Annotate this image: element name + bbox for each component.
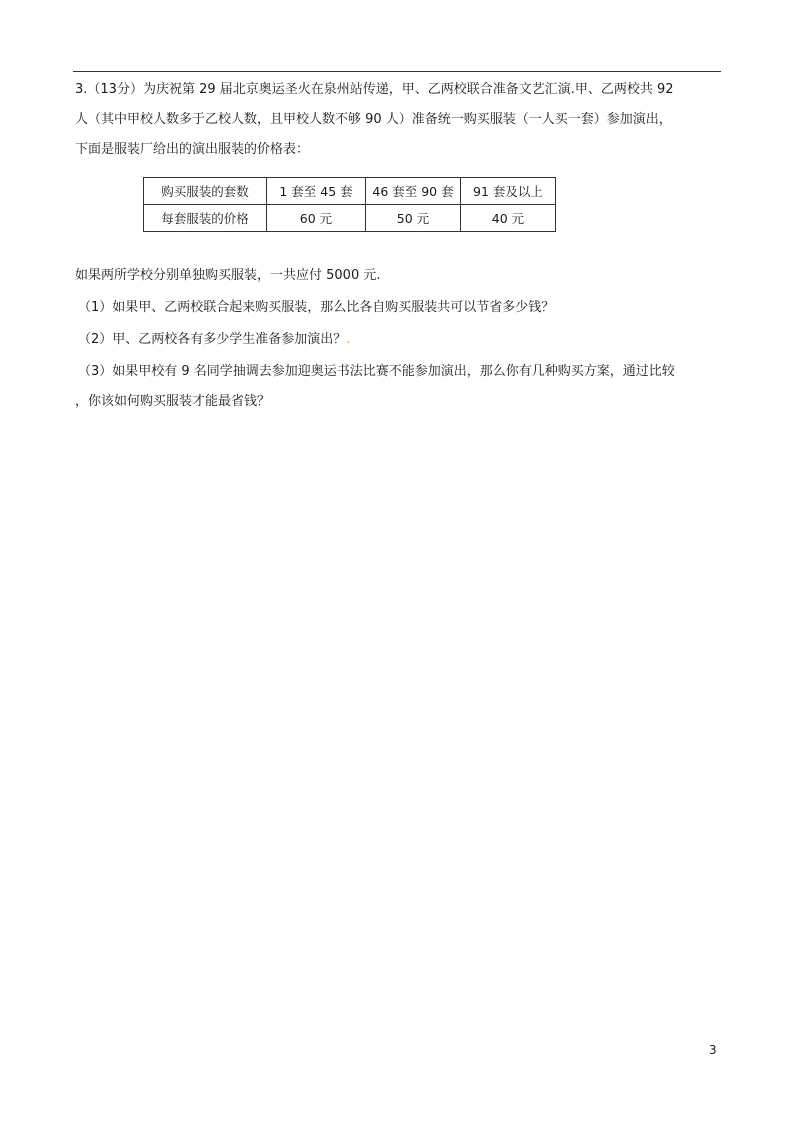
table-cell: 60 元 xyxy=(267,205,366,232)
table-cell: 1 套至 45 套 xyxy=(267,178,366,205)
table-cell: 购买服装的套数 xyxy=(144,178,267,205)
question-1: （1）如果甲、乙两校联合起来购买服装，那么比各自购买服装共可以节省多少钱？ xyxy=(78,300,555,315)
page-number: 3 xyxy=(709,1043,717,1057)
problem-condition: 如果两所学校分别单独购买服装，一共应付 5000 元. xyxy=(75,268,381,283)
price-table xyxy=(143,177,556,232)
table-cell: 40 元 xyxy=(461,205,556,232)
problem-line-1: 3.（13分）为庆祝第 29 届北京奥运圣火在泉州站传递，甲、乙两校联合准备文艺汇演.甲、乙两校共 92 xyxy=(75,82,674,97)
question-2 xyxy=(78,330,728,350)
table-row xyxy=(144,205,556,232)
problem-line-3: 下面是服装厂给出的演出服装的价格表： xyxy=(75,142,310,157)
table-cell: 每套服装的价格 xyxy=(144,205,267,232)
question-2-text: （2）甲、乙两校各有多少学生准备参加演出？ xyxy=(78,332,347,347)
question-2-mark: . xyxy=(346,332,351,347)
table-row xyxy=(144,178,556,205)
table-cell: 50 元 xyxy=(366,205,461,232)
question-3-line-2: ，你该如何购买服装才能最省钱？ xyxy=(75,394,271,409)
problem-line-2: 人（其中甲校人数多于乙校人数，且甲校人数不够 90 人）准备统一购买服装（一人买一套）参加演出， xyxy=(75,112,672,127)
table-cell: 91 套及以上 xyxy=(461,178,556,205)
question-3-line-1: （3）如果甲校有 9 名同学抽调去参加迎奥运书法比赛不能参加演出，那么你有几种购买方案，通过比较 xyxy=(78,364,675,379)
header-rule xyxy=(73,71,721,72)
table-cell: 46 套至 90 套 xyxy=(366,178,461,205)
